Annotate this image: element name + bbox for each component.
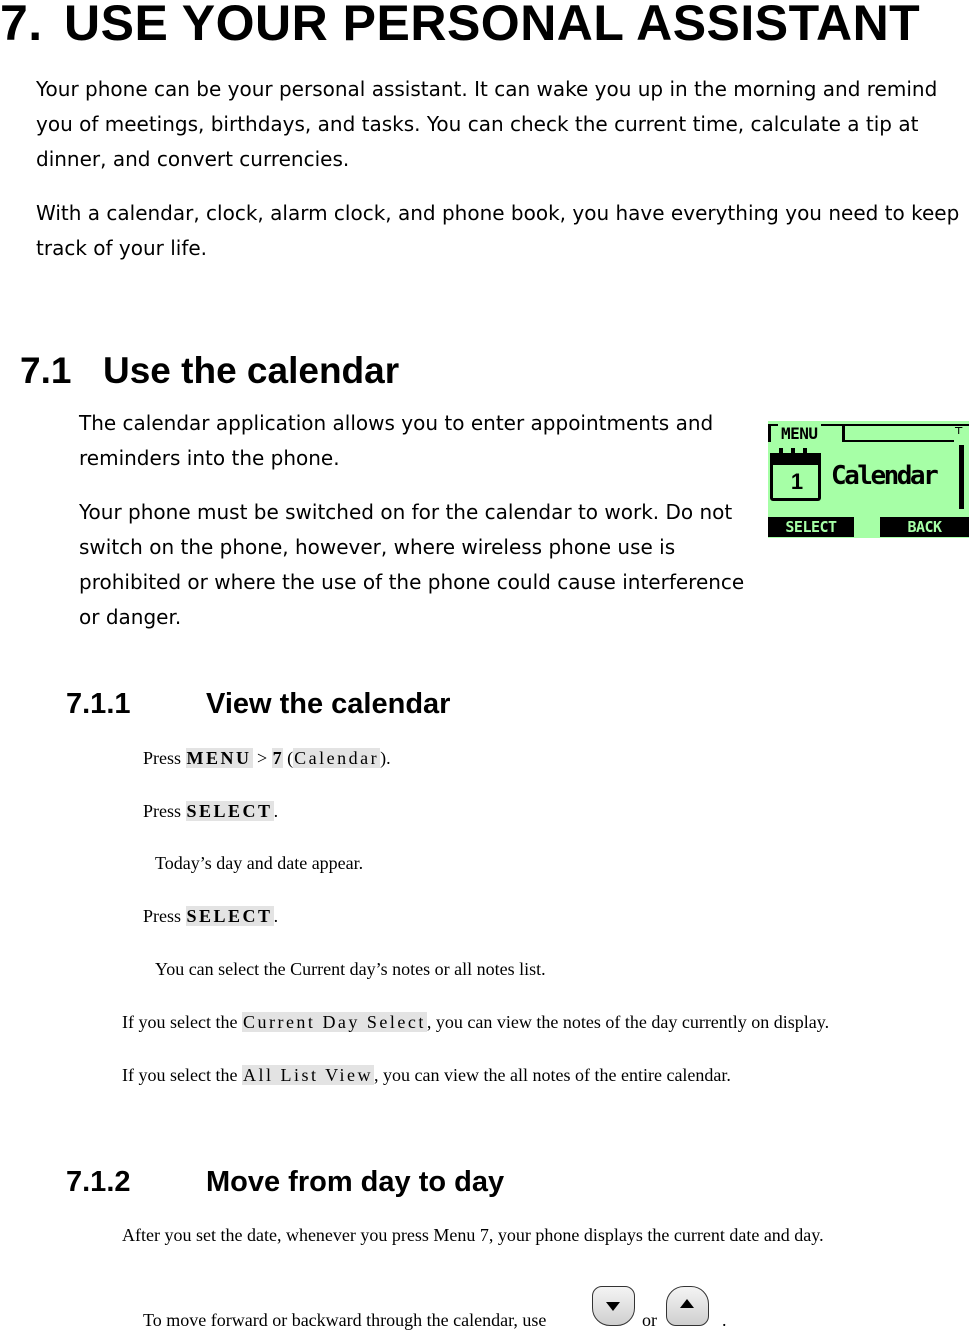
- up-arrow-key-icon: [666, 1286, 709, 1326]
- subsection-2-paragraph: After you set the date, whenever you press Menu 7, your phone displays the current date and day.: [122, 1225, 824, 1245]
- current-day-select-key: Current Day Select: [242, 1012, 426, 1032]
- phone-menu-item: Calendar: [831, 461, 937, 491]
- intro-paragraph-1: Your phone can be your personal assistant. It can wake you up in the morning and remind you of meetings, birthdays, and tasks. You can check the current time, calculate a tip at dinner, and convert currencies.: [36, 77, 938, 171]
- key-7: 7: [272, 748, 282, 768]
- option-line-2: [122, 1065, 731, 1086]
- step-1: [143, 748, 391, 769]
- step-1-close: ).: [380, 748, 391, 768]
- softkey-back[interactable]: BACK: [880, 517, 969, 537]
- option-line-1-pre: If you select the: [122, 1012, 242, 1032]
- subsection-2-title: Move from day to day: [206, 1166, 505, 1198]
- or-text: or: [642, 1310, 657, 1330]
- softkey-select[interactable]: SELECT: [768, 517, 854, 537]
- calendar-key: Calendar: [294, 748, 380, 768]
- option-line-2-pre: If you select the: [122, 1065, 242, 1085]
- down-arrow-key-icon: [592, 1286, 635, 1326]
- step-2: [143, 801, 278, 822]
- option-line-1-post: , you can view the notes of the day currently on display.: [426, 1012, 830, 1032]
- step-3-press: Press: [143, 906, 186, 926]
- chapter-title: USE YOUR PERSONAL ASSISTANT: [64, 0, 921, 51]
- section-title: Use the calendar: [103, 350, 400, 391]
- step-3: [143, 906, 278, 927]
- note-1: Today’s day and date appear.: [155, 853, 364, 873]
- navigation-text: To move forward or backward through the calendar, use: [143, 1310, 547, 1330]
- end-period: .: [722, 1310, 727, 1330]
- select-key: SELECT: [186, 906, 273, 926]
- option-line-2-post: , you can view the all notes of the entire calendar.: [374, 1065, 731, 1085]
- step-2-period: .: [273, 801, 279, 821]
- subsection-1-title: View the calendar: [206, 688, 451, 720]
- calendar-icon: [770, 453, 821, 501]
- navigation-instruction: [143, 1310, 546, 1331]
- section-paragraph-2: Your phone must be switched on for the calendar to work. Do not switch on the phone, however, where wireless phone use is prohibited or where the use of the phone could cause interference or danger.: [79, 500, 745, 629]
- subsection-1-number: 7.1.1: [66, 688, 131, 720]
- step-1-press: Press: [143, 748, 186, 768]
- step-1-gt: >: [252, 748, 272, 768]
- calendar-icon-day: 1: [790, 469, 804, 494]
- chapter-number: 7.: [0, 0, 43, 51]
- all-list-view-key: All List View: [242, 1065, 374, 1085]
- option-line-1: [122, 1012, 829, 1033]
- step-3-period: .: [273, 906, 279, 926]
- note-2: You can select the Current day’s notes or all notes list.: [155, 959, 546, 979]
- step-1-open: (: [282, 748, 294, 768]
- signal-icon: ⊤: [954, 426, 964, 437]
- phone-screen-image: [768, 421, 969, 538]
- menu-key: MENU: [186, 748, 252, 768]
- subsection-2-number: 7.1.2: [66, 1166, 131, 1198]
- intro-paragraph-2: With a calendar, clock, alarm clock, and phone book, you have everything you need to keep track of your life.: [36, 201, 960, 260]
- section-number: 7.1: [20, 350, 72, 391]
- section-paragraph-1: The calendar application allows you to enter appointments and reminders into the phone.: [79, 411, 714, 470]
- step-2-press: Press: [143, 801, 186, 821]
- scrollbar-icon: [959, 445, 964, 509]
- select-key: SELECT: [186, 801, 273, 821]
- phone-header-label: MENU: [778, 423, 821, 445]
